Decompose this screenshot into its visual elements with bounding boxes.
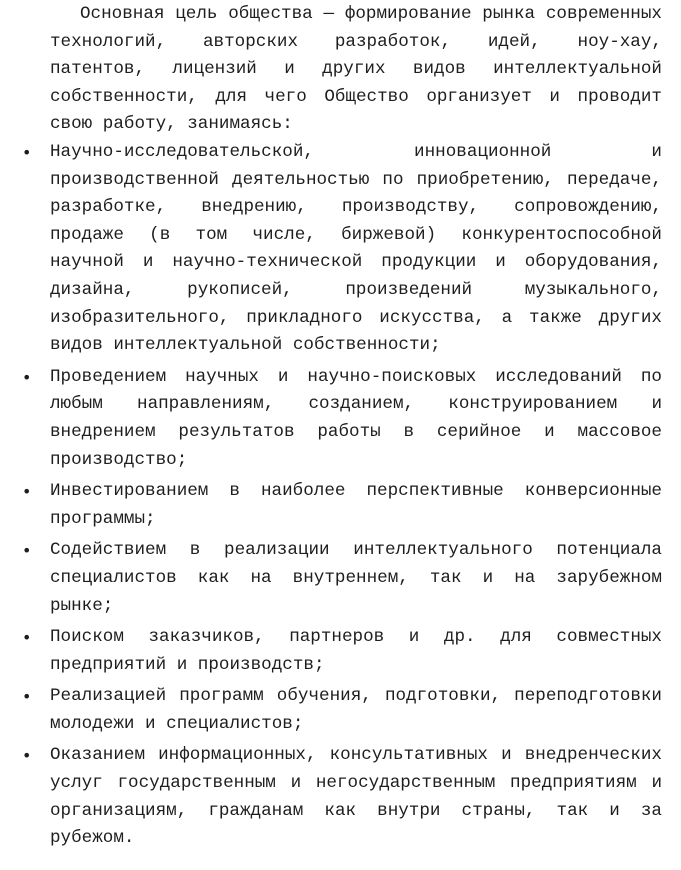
list-item-text: Поиском заказчиков, партнеров и др. для совместных предприятий и производств; [50,627,662,675]
activity-list [0,139,681,853]
bullet-icon: • [22,746,32,766]
list-item-text: Содействием в реализации интеллектуального потенциала специалистов как на внутреннем, так и на зарубежном рынке; [50,540,662,616]
list-item-text: Проведением научных и научно-поисковых исследований по любым направлениям, созданием, конструированием и внедрением результатов работы в серийное и массовое производство; [50,366,662,470]
list-item [0,364,662,474]
bullet-icon: • [22,367,32,387]
bullet-icon: • [22,687,32,707]
bullet-icon: • [22,628,32,648]
list-item-text: Реализацией программ обучения, подготовки, переподготовки молодежи и специалистов; [50,686,662,734]
list-item [0,139,662,360]
list-item-text: Научно-исследовательской, инновационной и производственной деятельностью по приобретению, передаче, разработке, внедрению, производству, сопровождению, продаже (в том числе, биржевой) конкурентоспособной научной и научно-технической продукции и оборудования, дизайна, рукописей, произведений музыкального, изобразительного, прикладного искусства, а также других видов интеллектуальной собственности; [50,142,662,356]
bullet-icon: • [22,541,32,561]
list-item [0,537,662,620]
intro-paragraph: Основная цель общества — формирование рынка современных технологий, авторских разработок, идей, ноу-хау, патентов, лицензий и других видов интеллектуальной собственности, для чего Общество организует и проводит свою работу, занимаясь: [50,4,662,135]
list-item-text: Инвестированием в наиболее перспективные конверсионные программы; [50,481,662,529]
list-item [0,742,662,852]
bullet-icon: • [22,143,32,162]
list-item [0,624,662,679]
list-item-text: Оказанием информационных, консультативных и внедренческих услуг государственным и негосударственным предприятиям и организациям, гражданам как внутри страны, так и за рубежом. [50,745,662,849]
bullet-icon: • [22,482,32,502]
list-item [0,683,662,738]
list-item [0,478,662,533]
